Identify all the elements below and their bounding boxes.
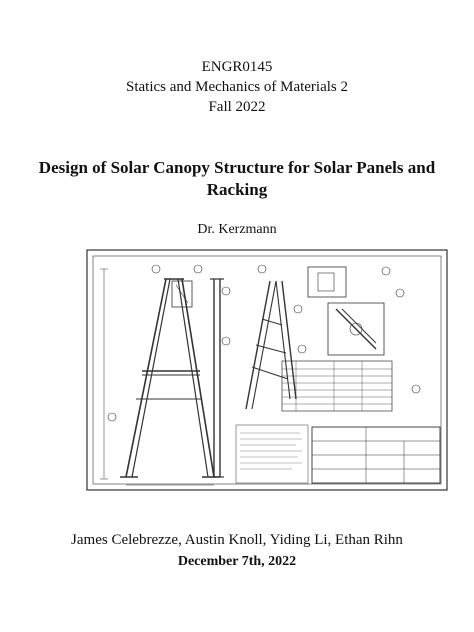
authors: James Celebrezze, Austin Knoll, Yiding Li, Ethan Rihn (71, 532, 403, 548)
course-code: ENGR0145 (201, 59, 273, 75)
instructor: Dr. Kerzmann (197, 222, 277, 237)
report-date: December 7th, 2022 (177, 554, 297, 569)
course-name: Statics and Mechanics of Materials 2 (125, 79, 349, 95)
report-title-line2: Racking (206, 180, 268, 199)
engineering-drawing (86, 249, 448, 491)
report-title-line1: Design of Solar Canopy Structure for Solar Panels and (38, 158, 436, 177)
report-title (0, 157, 474, 201)
term: Fall 2022 (208, 99, 266, 115)
